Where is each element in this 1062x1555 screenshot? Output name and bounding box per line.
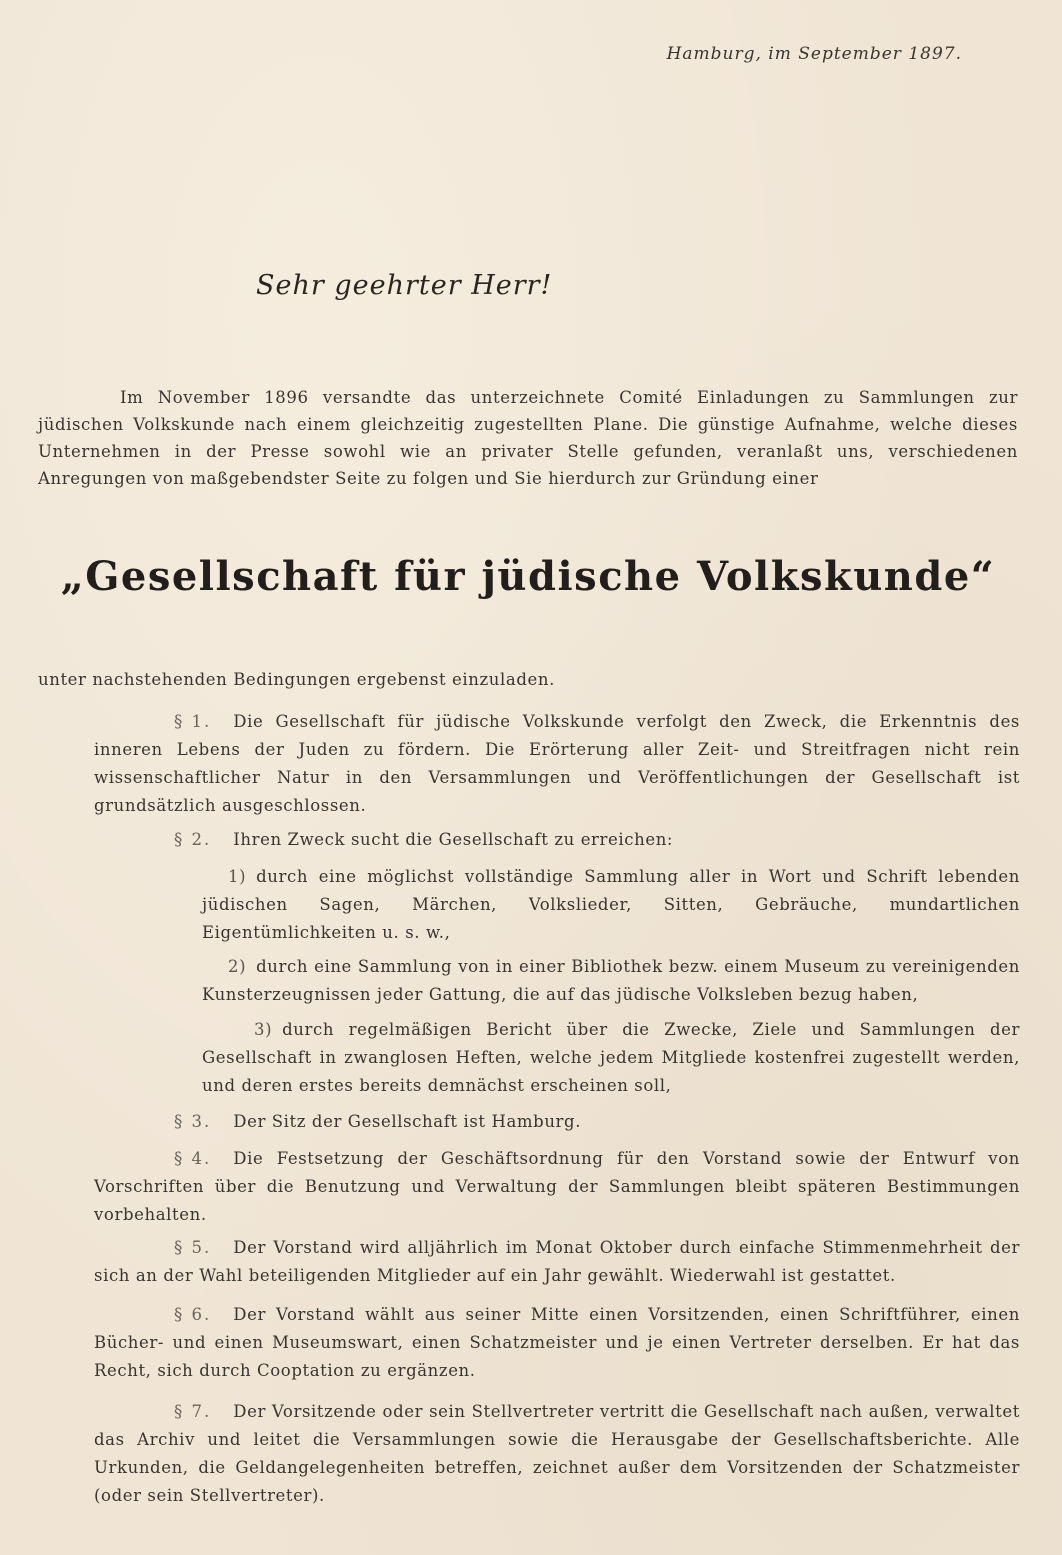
paragraph-text: Der Sitz der Gesellschaft ist Hamburg. xyxy=(233,1112,582,1131)
paragraph-5 xyxy=(94,1234,1020,1290)
intro-paragraph: Im November 1896 versandte das unterzeichnete Comité Einladungen zu Sammlungen zur jüdischen Volkskunde nach einem gleichzeitig zugestellten Plane. Die günstige Aufnahme, welche dieses Unternehmen in der Presse sowohl wie an privater Stelle gefunden, veranlaßt uns, verschiedenen Anregungen von maßgebendster Seite zu folgen und Sie hierdurch zur Gründung einer xyxy=(38,388,1018,488)
invitation-line: unter nachstehenden Bedingungen ergebenst einzuladen. xyxy=(38,670,555,689)
salutation: Sehr geehrter Herr! xyxy=(256,270,553,301)
paragraph-number: § 5. xyxy=(174,1238,212,1257)
sub-item-number: 2) xyxy=(228,957,247,976)
paragraph-text: Die Festsetzung der Geschäftsordnung für den Vorstand sowie der Entwurf von Vorschriften über die Benutzung und Verwaltung der Sammlungen bleibt späteren Bestimmungen vorbehalten. xyxy=(94,1149,1020,1224)
paragraph-4 xyxy=(94,1145,1020,1229)
paragraph-number: § 6. xyxy=(174,1305,212,1324)
sub-item-3 xyxy=(202,1016,1020,1100)
paragraph-text: Der Vorstand wird alljährlich im Monat Oktober durch einfache Stimmenmehrheit der sich an der Wahl beteiligenden Mitglieder auf ein Jahr gewählt. Wiederwahl ist gestattet. xyxy=(94,1238,1020,1285)
sub-item-text: durch regelmäßigen Bericht über die Zwecke, Ziele und Sammlungen der Gesellschaft in zwanglosen Heften, welche jedem Mitgliede kostenfrei zugestellt werden, und deren erstes bereits demnächst erscheinen soll, xyxy=(202,1020,1020,1095)
paragraph-text: Der Vorsitzende oder sein Stellvertreter vertritt die Gesellschaft nach außen, verwaltet das Archiv und leitet die Versammlungen sowie die Herausgabe der Gesellschaftsberichte. Alle Urkunden, die Geldangelegenheiten betreffen, zeichnet außer dem Vorsitzenden der Schatzmeister (oder sein Stellvertreter). xyxy=(94,1402,1020,1505)
sub-item-1 xyxy=(202,863,1020,947)
paragraph-text: Der Vorstand wählt aus seiner Mitte einen Vorsitzenden, einen Schriftführer, einen Bücher- und einen Museumswart, einen Schatzmeister und je einen Vertreter derselben. Er hat das Recht, sich durch Cooptation zu ergänzen. xyxy=(94,1305,1020,1380)
sub-item-text: durch eine Sammlung von in einer Bibliothek bezw. einem Museum zu vereinigenden Kunsterzeugnissen jeder Gattung, die auf das jüdische Volksleben bezug haben, xyxy=(202,957,1020,1004)
sub-item-text: durch eine möglichst vollständige Sammlung aller in Wort und Schrift lebenden jüdischen Sagen, Märchen, Volkslieder, Sitten, Gebräuche, mundartlichen Eigentümlichkeiten u. s. w., xyxy=(202,867,1020,942)
paragraph-7 xyxy=(94,1398,1020,1510)
paragraph-number: § 7. xyxy=(174,1402,212,1421)
paragraph-2 xyxy=(94,826,1020,854)
paragraph-3 xyxy=(94,1108,1020,1136)
sub-item-number: 3) xyxy=(254,1020,273,1039)
sub-item-2 xyxy=(202,953,1020,1009)
paragraph-number: § 1. xyxy=(174,712,212,731)
sub-item-number: 1) xyxy=(228,867,247,886)
paragraph-1 xyxy=(94,708,1020,820)
paragraph-text: Ihren Zweck sucht die Gesellschaft zu erreichen: xyxy=(233,830,674,849)
paragraph-number: § 4. xyxy=(174,1149,212,1168)
paragraph-number: § 3. xyxy=(174,1112,212,1131)
paragraph-text: Die Gesellschaft für jüdische Volkskunde verfolgt den Zweck, die Erkenntnis des inneren Lebens der Juden zu fördern. Die Erörterung aller Zeit- und Streitfragen nicht rein wissenschaftlicher Natur in den Versammlungen und Veröffentlichungen der Gesellschaft ist grundsätzlich ausgeschlossen. xyxy=(94,712,1020,815)
paragraph-number: § 2. xyxy=(174,830,212,849)
society-title: „Gesellschaft für jüdische Volkskunde“ xyxy=(60,553,996,600)
dateline: Hamburg, im September 1897. xyxy=(666,44,962,64)
paragraph-6 xyxy=(94,1301,1020,1385)
